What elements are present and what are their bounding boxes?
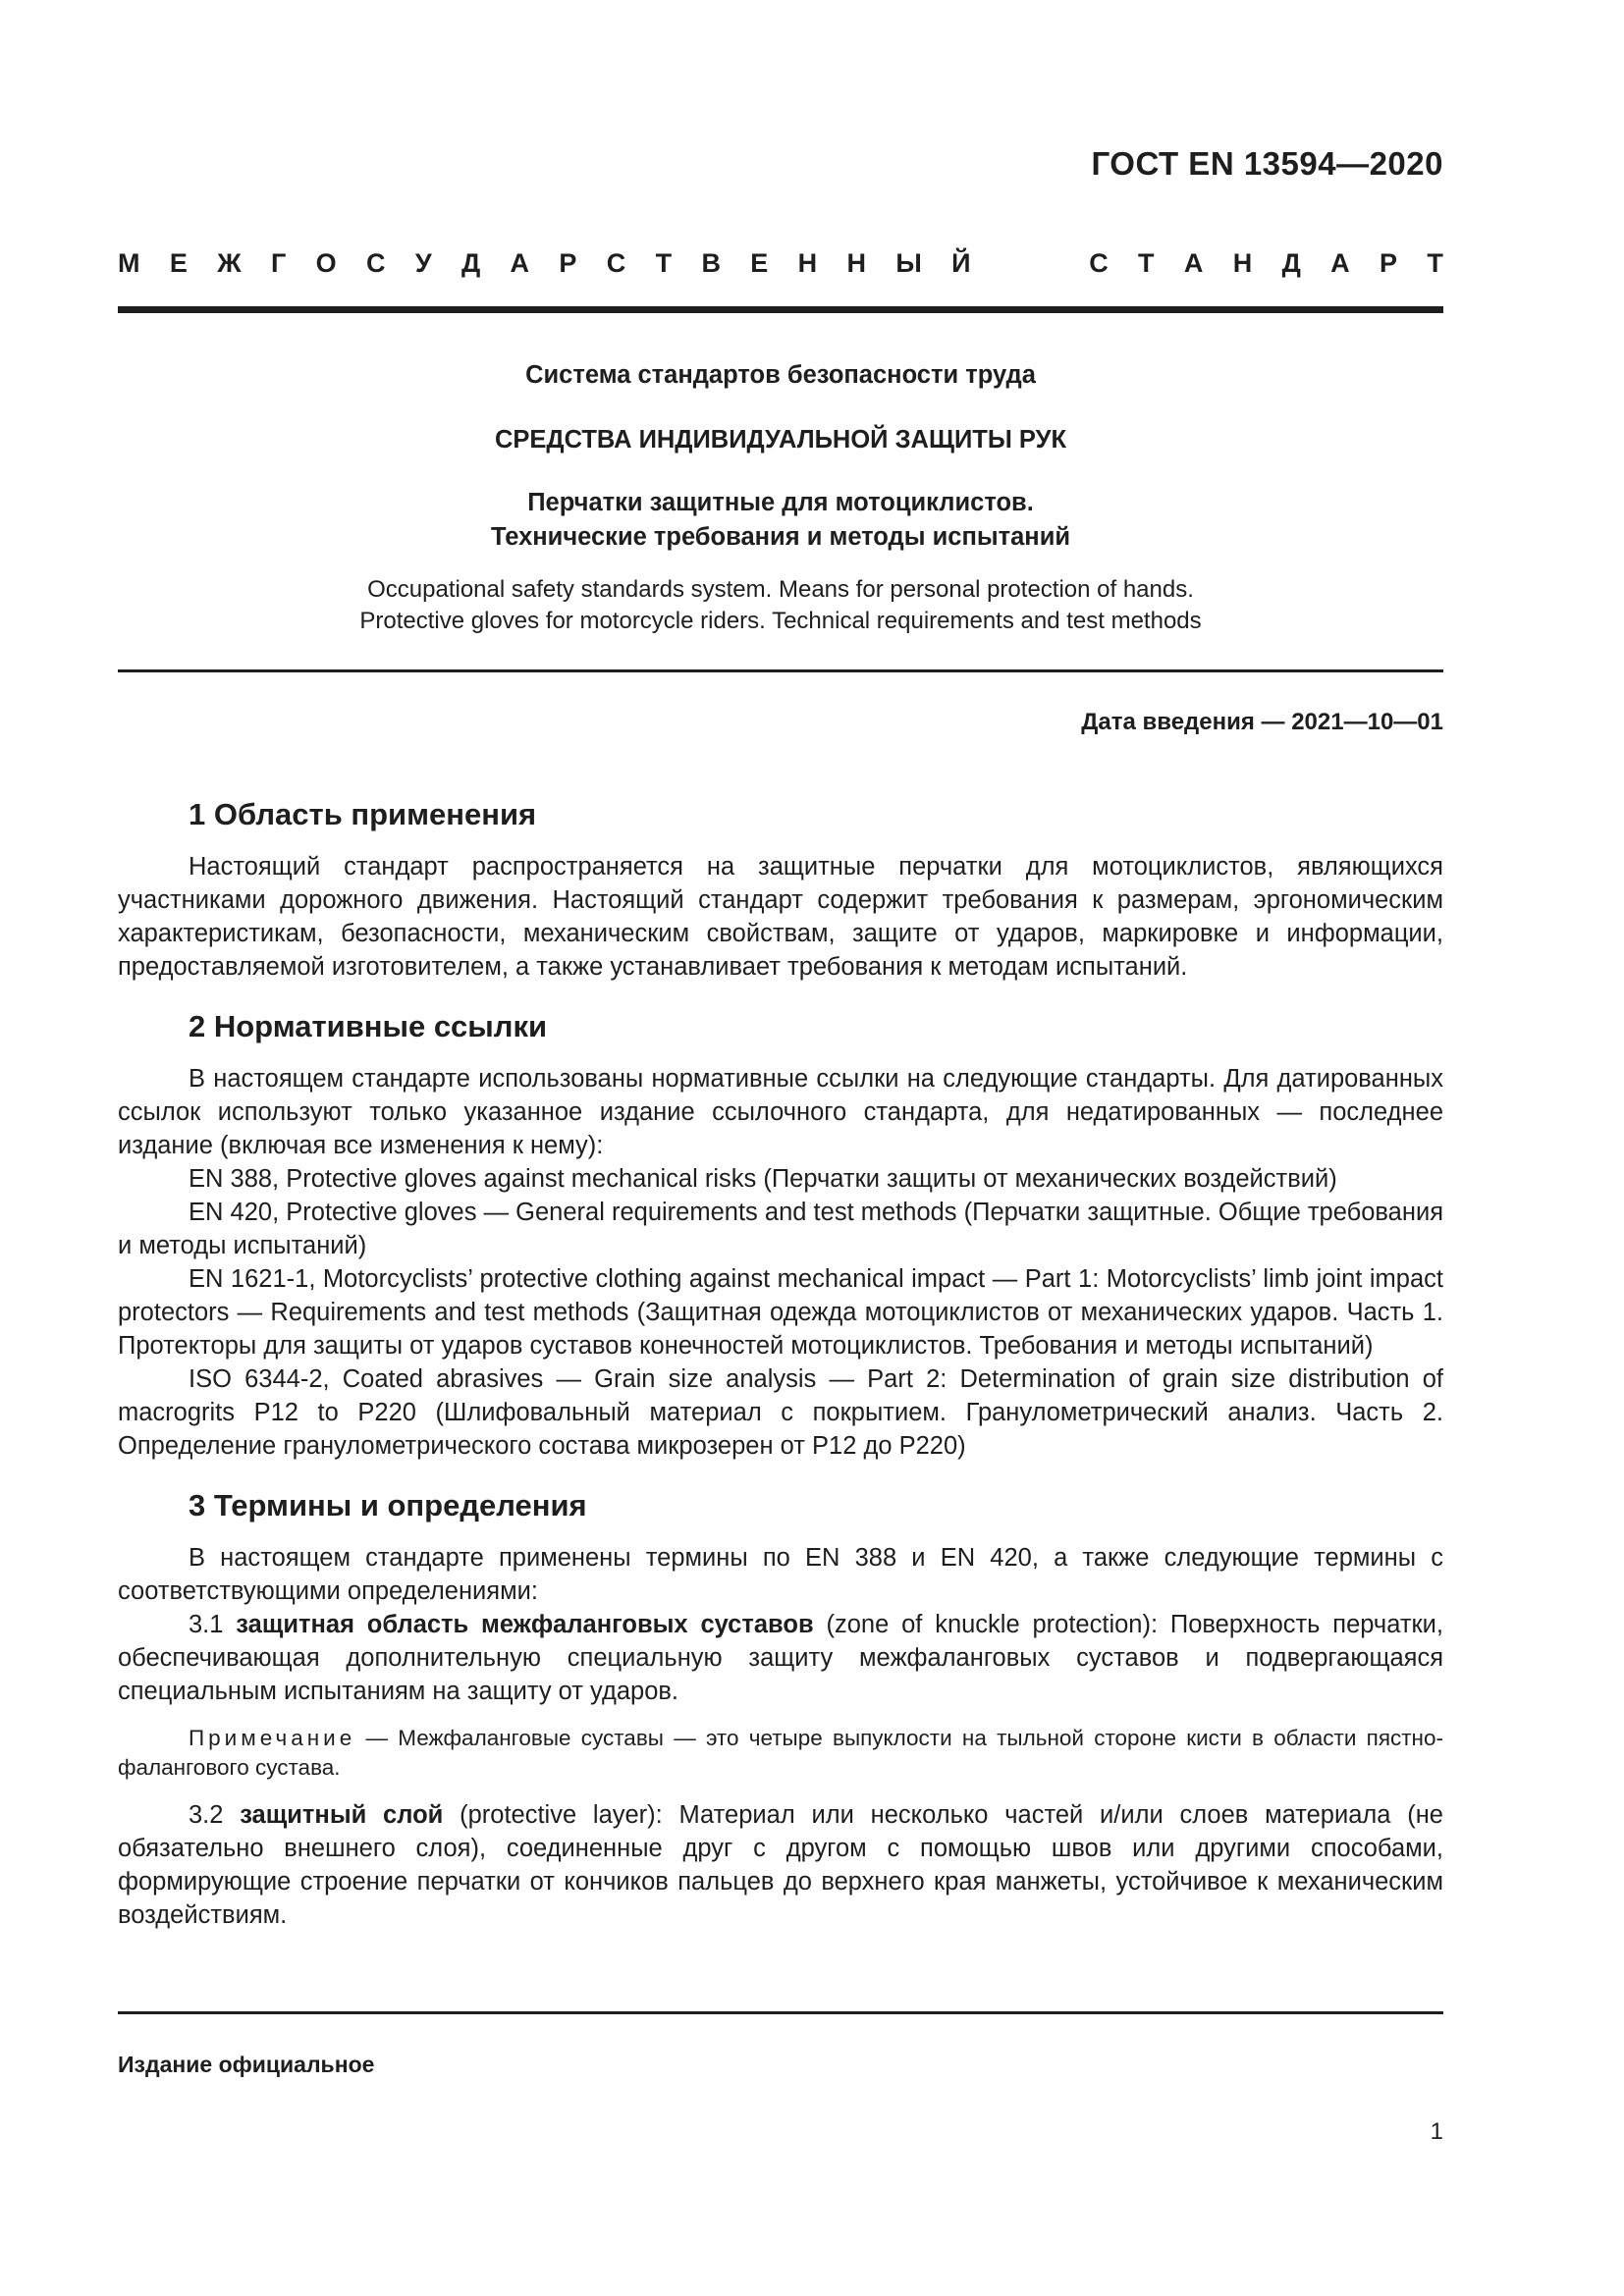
heading-letter: С [606,248,626,278]
note [118,1724,1443,1783]
heading-letter: У [414,248,432,278]
heading-letter: Н [1232,248,1253,278]
system-title: Система стандартов безопасности труда [525,361,1036,389]
document-body [118,793,1443,1932]
reference-item: EN 1621-1, Motorcyclists’ protective clothing against mechanical impact — Part 1: Motorcyclists’ limb joint impact protectors — Requirements and test methods (Защитная одежда мотоциклистов от механических ударов. Часть 1. Протекторы для защиты от ударов суставов конечностей мотоциклистов. Требования и методы испытаний) [118,1265,1443,1360]
note-label: Примечание [189,1726,356,1750]
section-terms-definitions [118,1484,1443,1932]
heading-letter: Р [1380,248,1398,278]
word-gap [1001,248,1059,279]
heading-letter: Д [460,248,481,278]
reference-item: ISO 6344-2, Coated abrasives — Grain size analysis — Part 2: Determination of grain size distribution of macrogrits P12 to P220 (Шлифовальный материал с покрытием. Гранулометрический анализ. Часть 2. Определение гранулометрического состава микрозерен от P12 до P220) [118,1365,1443,1460]
note-text: — Межфаланговые суставы — это четыре выпуклости на тыльной стороне кисти в области пястно-фалангового сустава. [118,1726,1443,1780]
heading-letter: Р [559,248,577,278]
term-name: защитная область межфаланговых суставов [236,1611,814,1638]
heading-letter: Ж [217,248,242,278]
section-heading: 1 Область применения [189,797,537,831]
title-rule [118,669,1443,672]
heading-letter: Т [1427,248,1443,278]
heading-letter: Н [797,248,818,278]
page-number: 1 [1430,2118,1443,2145]
official-edition-label: Издание официальное [118,2052,375,2077]
heading-letter: А [1183,248,1204,278]
term-number: 3.2 [189,1801,241,1829]
heading-letter: Н [846,248,866,278]
gost-code: ГОСТ EN 13594—2020 [1091,145,1443,182]
heading-letter: Е [169,248,188,278]
means-title: СРЕДСТВА ИНДИВИДУАЛЬНОЙ ЗАЩИТЫ РУК [494,426,1067,454]
section-normative-references [118,1005,1443,1463]
document-title [118,486,1443,555]
heading-letter: Т [1138,248,1155,278]
footer-rule [118,2011,1443,2014]
heading-letter: А [510,248,530,278]
heading-letter: В [701,248,721,278]
reference-item: EN 388, Protective gloves against mechanical risks (Перчатки защиты от механических воздействий) [189,1165,1337,1193]
paragraph: Настоящий стандарт распространяется на защитные перчатки для мотоциклистов, являющихся участниками дорожного движения. Настоящий стандарт содержит требования к размерам, эргономическим характеристикам, безопасности, механическим свойствам, защите от ударов, маркировке и информации, предоставляемой изготовителем, а также устанавливает требования к методам испытаний. [118,853,1443,981]
term-definition [118,1608,1443,1708]
paragraph: В настоящем стандарте применены термины по EN 388 и EN 420, а также следующие термины с соответствующими определениями: [118,1544,1443,1605]
english-title-line: Protective gloves for motorcycle riders. Technical requirements and test methods [359,608,1202,634]
heading-letter: Ы [895,248,922,278]
term-definition [118,1798,1443,1932]
heading-letter: Т [655,248,673,278]
header-rule [118,306,1443,313]
term-text: (zone of knuckle protection): Поверхность перчатки, обеспечивающая дополнительную специальную защиту межфаланговых суставов и подвергающаяся специальным испытаниям на защиту от ударов. [118,1611,1443,1705]
paragraph: В настоящем стандарте использованы нормативные ссылки на следующие стандарты. Для датированных ссылок используют только указанное издание ссылочного стандарта, для недатированных — последнее издание (включая все изменения к нему): [118,1065,1443,1159]
english-title [118,574,1443,637]
heading-letter: М [118,248,140,278]
section-heading: 3 Термины и определения [189,1488,587,1522]
term-number: 3.1 [189,1611,237,1638]
english-title-line: Occupational safety standards system. Means for personal protection of hands. [367,576,1194,603]
heading-letter: С [1089,248,1109,278]
section-scope [118,793,1443,984]
title-block [118,356,1443,637]
heading-letter: Г [270,248,287,278]
reference-item: EN 420, Protective gloves — General requirements and test methods (Перчатки защитные. Общие требования и методы испытаний) [118,1199,1443,1259]
heading-letter: А [1330,248,1350,278]
heading-letter: Д [1281,248,1301,278]
heading-letter: Е [750,248,769,278]
section-heading: 2 Нормативные ссылки [189,1009,548,1043]
document-title-line: Перчатки защитные для мотоциклистов. [527,489,1034,516]
introduction-date: Дата введения — 2021—10—01 [1081,709,1443,735]
heading-letter: О [315,248,337,278]
heading-letter: Й [951,248,971,278]
term-text: (protective layer): Материал или несколько частей и/или слоев материала (не обязательно внешнего слоя), соединенные друг с другом с помощью швов или другими способами, формирующие строение перчатки от кончиков пальцев до верхнего края манжеты, устойчивое к механическим воздействиям. [118,1801,1443,1929]
heading-letter: С [365,248,386,278]
term-name: защитный слой [240,1801,444,1829]
interstate-standard-heading [118,248,1443,279]
document-title-line: Технические требования и методы испытаний [490,523,1071,551]
